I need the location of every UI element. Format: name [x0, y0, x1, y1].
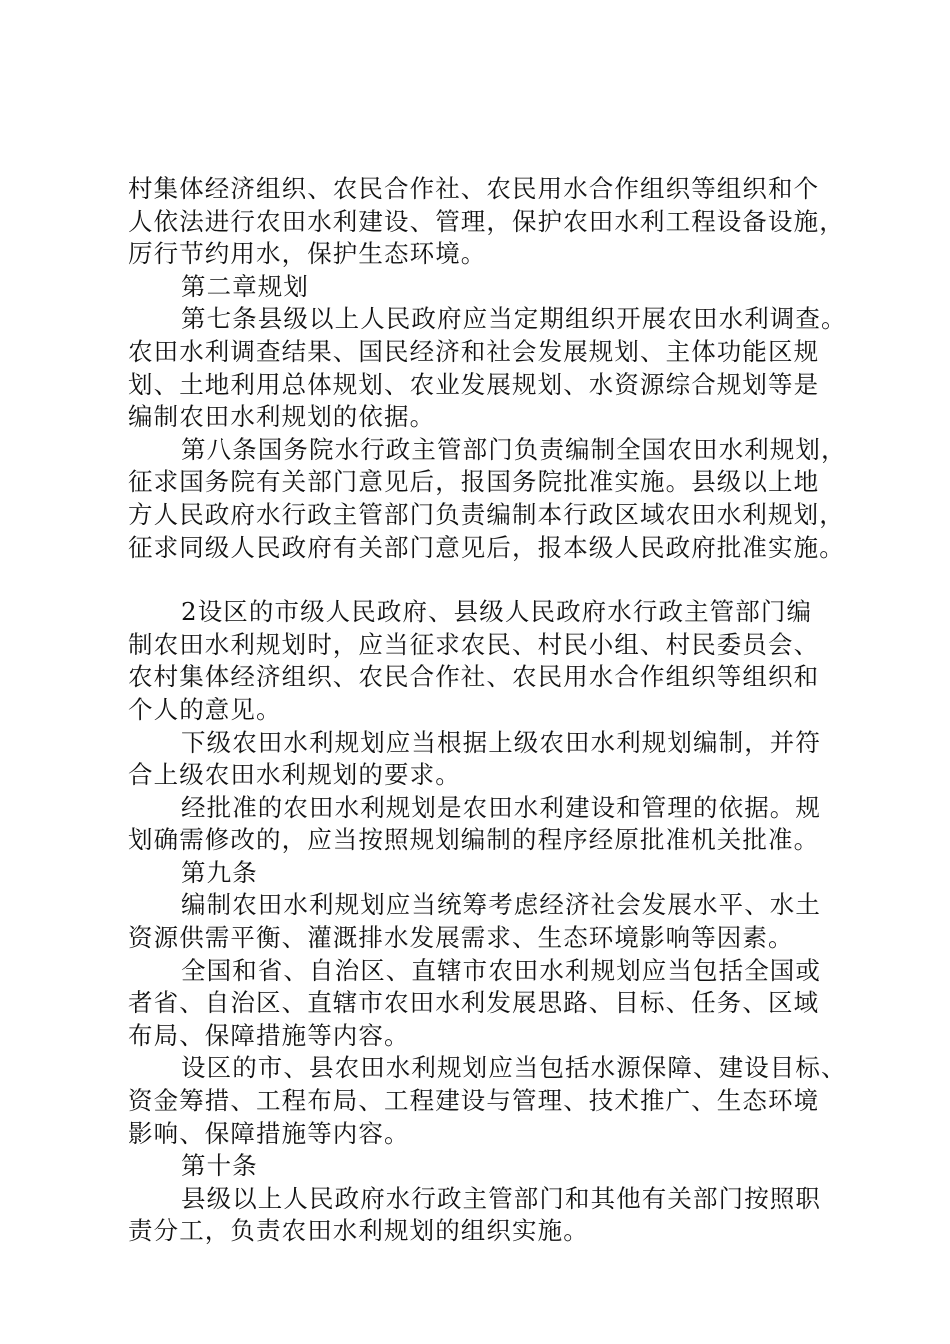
- document-body: [128, 173, 847, 1248]
- text-line: 设区的市、县农田水利规划应当包括水源保障、建设目标、: [181, 1053, 847, 1083]
- text-line: 合上级农田水利规划的要求。: [128, 760, 461, 790]
- text-line: 农村集体经济组织、农民合作社、农民用水合作组织等组织和: [128, 662, 820, 692]
- text-line: 全国和省、自治区、直辖市农田水利规划应当包括全国或: [181, 955, 821, 985]
- text-line: 征求同级人民政府有关部门意见后，报本级人民政府批准实施。: [128, 532, 845, 562]
- text-line: 方人民政府水行政主管部门负责编制本行政区域农田水利规划，: [128, 499, 845, 529]
- text-line: 编制农田水利规划的依据。: [128, 402, 436, 432]
- text-line: 村集体经济组织、农民合作社、农民用水合作组织等组织和个: [128, 174, 820, 203]
- text-line: 2设区的市级人民政府、县级人民政府水行政主管部门编: [181, 597, 813, 627]
- text-line: 厉行节约用水，保护生态环境。: [128, 239, 487, 269]
- text-line: 第七条县级以上人民政府应当定期组织开展农田水利调查。: [181, 304, 847, 334]
- text-line: 编制农田水利规划应当统筹考虑经济社会发展水平、水土: [181, 890, 821, 920]
- text-line: 划、土地利用总体规划、农业发展规划、水资源综合规划等是: [128, 369, 820, 399]
- text-line: 资金筹措、工程布局、工程建设与管理、技术推广、生态环境: [128, 1086, 820, 1116]
- text-line: 经批准的农田水利规划是农田水利建设和管理的依据。规: [181, 792, 821, 822]
- text-line: 资源供需平衡、灌溉排水发展需求、生态环境影响等因素。: [128, 923, 794, 953]
- text-line: 征求国务院有关部门意见后，报国务院批准实施。县级以上地: [128, 467, 820, 497]
- text-line: 个人的意见。: [128, 694, 282, 724]
- text-line: 划确需修改的，应当按照规划编制的程序经原批准机关批准。: [128, 825, 820, 855]
- text-line: 人依法进行农田水利建设、管理，保护农田水利工程设备设施，: [128, 206, 845, 236]
- text-line: 制农田水利规划时，应当征求农民、村民小组、村民委员会、: [128, 629, 820, 659]
- text-line: 者省、自治区、直辖市农田水利发展思路、目标、任务、区域: [128, 988, 820, 1018]
- article-heading: 第九条: [181, 857, 258, 887]
- text-line: 农田水利调查结果、国民经济和社会发展规划、主体功能区规: [128, 336, 820, 366]
- text-line: 第八条国务院水行政主管部门负责编制全国农田水利规划，: [181, 434, 847, 464]
- text-line: 县级以上人民政府水行政主管部门和其他有关部门按照职: [181, 1183, 821, 1213]
- text-line: 布局、保障措施等内容。: [128, 1020, 410, 1050]
- chapter-heading: 第二章规划: [181, 271, 309, 301]
- paragraph-gap: [128, 564, 838, 596]
- text-line: 影响、保障措施等内容。: [128, 1118, 410, 1148]
- text-line: 责分工，负责农田水利规划的组织实施。: [128, 1216, 589, 1246]
- text-line: 下级农田水利规划应当根据上级农田水利规划编制，并符: [181, 727, 821, 757]
- article-heading: 第十条: [181, 1151, 258, 1181]
